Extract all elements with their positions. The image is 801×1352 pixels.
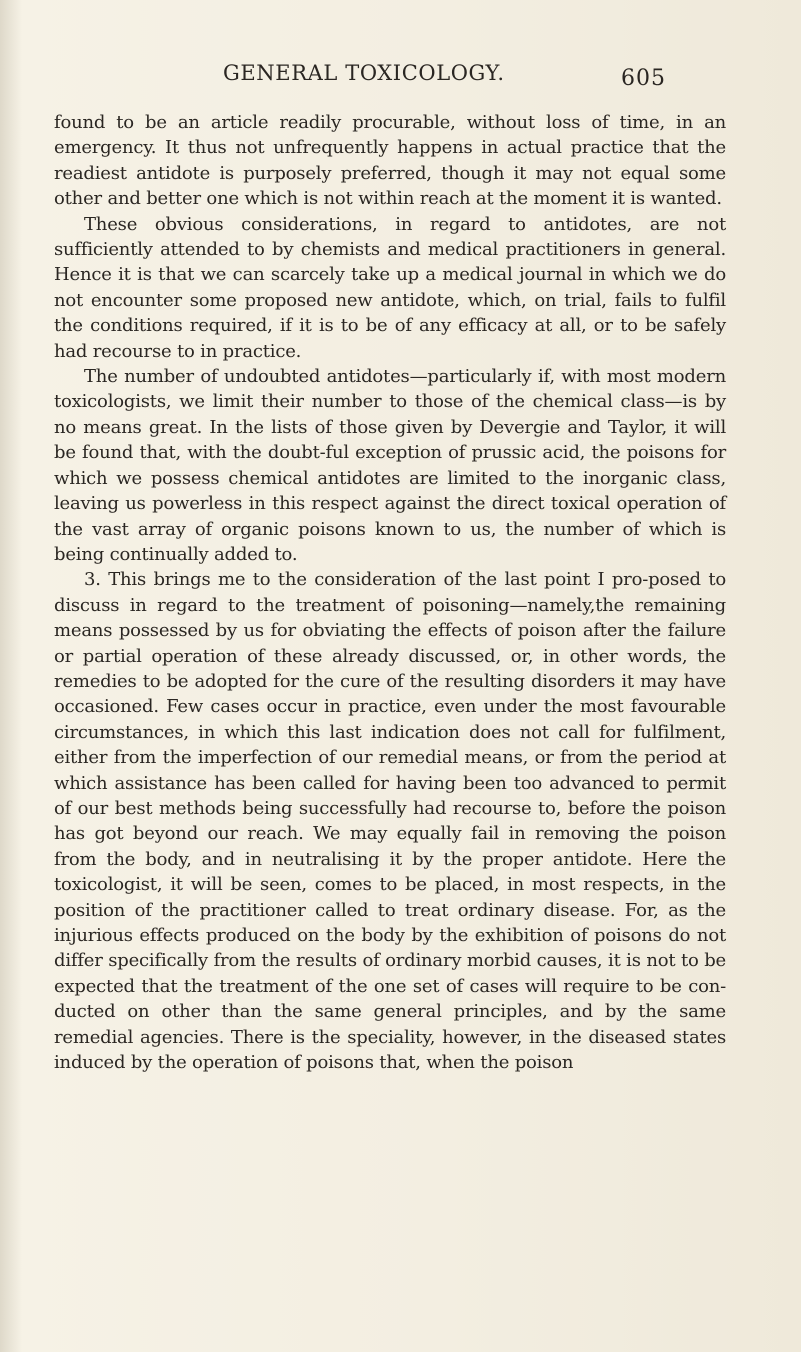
paragraph-remedies: 3. This brings me to the consideration of the last point I pro-posed to discuss in regard to the treatment of poisoning—namely,the remaining means possessed by us for obviating the effects of poison after the failure or partial operation of these already discussed, or, in other words, the remedies to be adopted for the cure of the resulting disorders it may have occasioned. Few cases occur in practice, even under the most favourable circumstances, in which this last indication does not call for fulfilment, either from the imperfection of our remedial means, or from the period at which assistance has been called for having been too advanced to permit of our best methods being successfully had recourse to, before the poison has got beyond our reach. We may equally fail in removing the poison from the body, and in neutralising it by the proper antidote. Here the toxicologist, it will be seen, comes to be placed, in most respects, in the position of the practitioner called to treat ordinary disease. For, as the injurious effects produced on the body by the exhibition of poisons do not differ specifically from the results of ordinary morbid causes, it is not to be expected that the treatment of the one set of cases will require to be con-ducted on other than the same general principles, and by the same remedial agencies. There is the speciality, however, in the diseased states induced by the operation of poisons that, when the poison [54, 569, 726, 1074]
binding-shadow [0, 0, 22, 1352]
page-header [0, 58, 801, 91]
page-number: 605 [621, 66, 666, 91]
body-text [54, 110, 726, 1075]
paragraph-undoubted-antidotes: The number of undoubted antidotes—particularly if, with most modern toxicologists, we limit their number to those of the chemical class—is by no means great. In the lists of those given by Devergie and Taylor, it will be found that, with the doubt-ful exception of prussic acid, the poisons for which we possess chemical antidotes are limited to the inorganic class, leaving us powerless in this respect against the direct toxical operation of the vast array of organic poisons known to us, the number of which is being continually added to. [54, 366, 726, 565]
paragraph-antidote-considerations: These obvious considerations, in regard to antidotes, are not sufficiently attended to by chemists and medical practitioners in general. Hence it is that we can scarcely take up a medical journal in which we do not encounter some proposed new antidote, which, on trial, fails to fulfil the conditions required, if it is to be of any efficacy at all, or to be safely had recourse to in practice. [54, 213, 726, 362]
running-title: GENERAL TOXICOLOGY. [223, 61, 505, 85]
paragraph-continuation: found to be an article readily procurable, without loss of time, in an emergency. It thus not unfrequently happens in actual practice that the readiest antidote is purposely preferred, though it may not equal some other and better one which is not within reach at the moment it is wanted. [54, 112, 726, 210]
